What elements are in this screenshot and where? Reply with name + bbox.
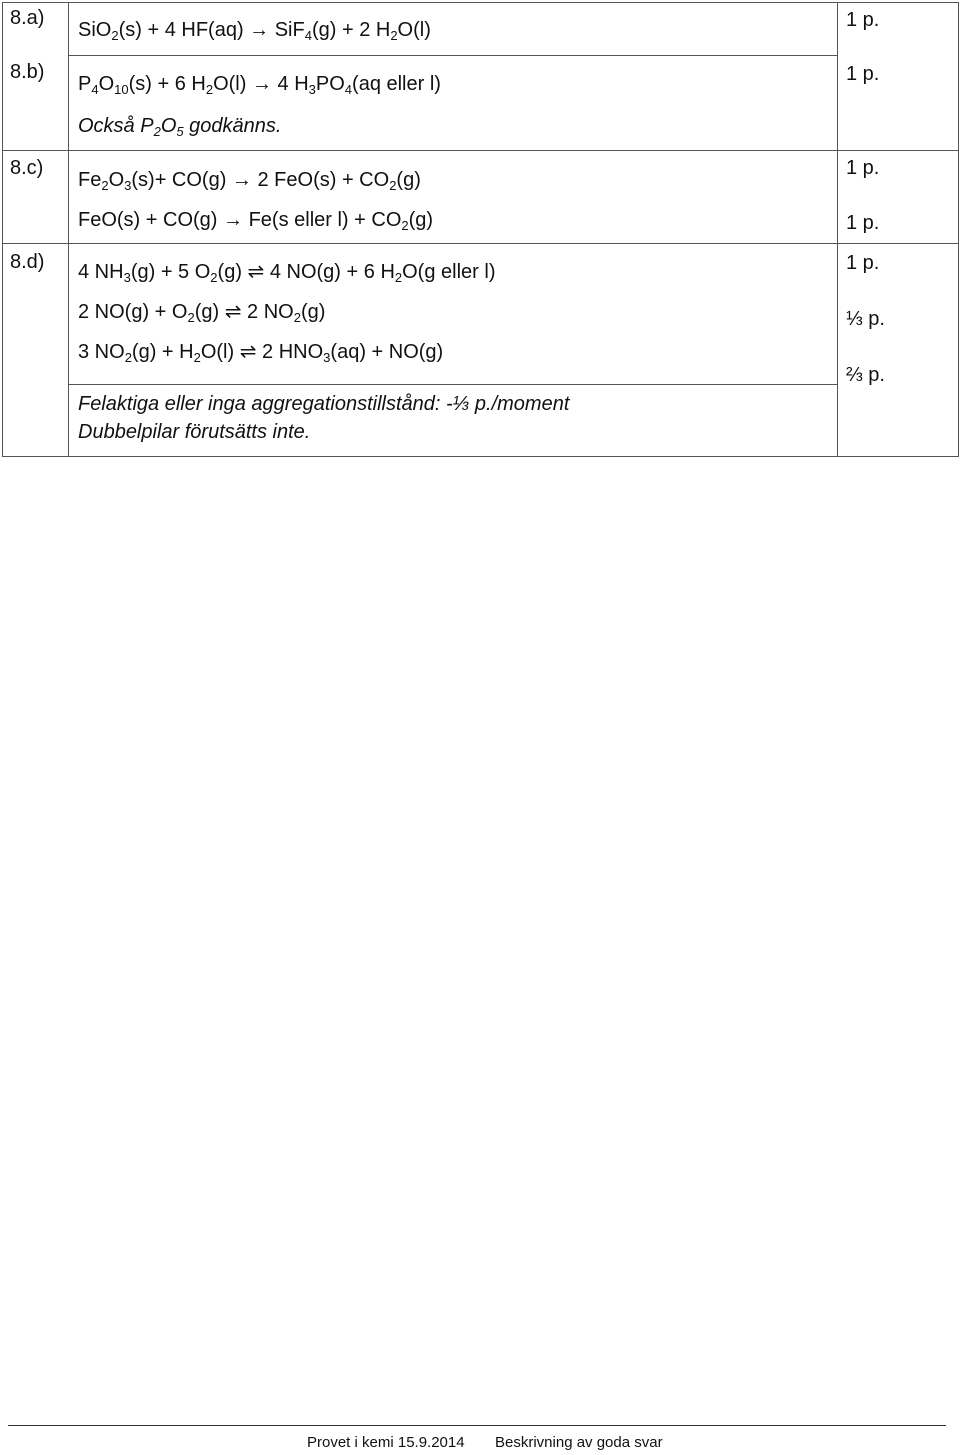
column-divider (837, 3, 838, 456)
note-8d-1: Felaktiga eller inga aggregationstillstånd: -⅓ p./moment (78, 393, 570, 415)
equation-8d-3: 3 $NO_2(g) + H_2O(l)$ ⇌ 2 $HNO_3(aq) + NO(g)$ (78, 341, 444, 365)
footer-rule (8, 1425, 946, 1426)
equation-8c-1: $Fe_2O_3(s)+ CO(g) \to 2$ $FeO(s) + CO_2(g)$ (78, 169, 421, 193)
points-8c-2: 1 p. (846, 212, 880, 234)
row-divider (3, 150, 958, 151)
points-8a: 1 p. (846, 9, 880, 31)
question-label-8b: 8.b) (10, 61, 45, 83)
row-divider (68, 384, 837, 385)
note-8d-2: Dubbelpilar förutsätts inte. (78, 421, 311, 443)
points-8d-1: 1 p. (846, 252, 880, 274)
column-divider (68, 3, 69, 456)
footer-exam-title: Provet i kemi 15.9.2014 (307, 1434, 465, 1451)
note-8b: Också $P_2O_5$ godkänns. (78, 115, 282, 139)
footer-doc-title: Beskrivning av goda svar (495, 1434, 663, 1451)
points-8c-1: 1 p. (846, 157, 880, 179)
row-divider (68, 55, 837, 56)
equation-8a: SiO$_2$(s) + 4 HF(aq) → SiF$_4$(g) + 2 $H_2O(l)$ (78, 19, 431, 43)
question-label-8d: 8.d) (10, 251, 45, 273)
question-label-8c: 8.c) (10, 157, 44, 179)
row-divider (3, 243, 958, 244)
equation-8c-2: FeO(s) + CO(g) → Fe(s eller $l) + CO_2(g)$ (78, 209, 434, 233)
equation-8d-1: 4 $NH_3(g) + 5$ $O_2(g)$ ⇌ 4 NO(g) + 6 $H_2O(g$ eller l) (78, 261, 496, 285)
points-8d-3: ⅔ p. (846, 364, 885, 386)
equation-8d-2: 2 $NO(g) + O_2(g)$ ⇌ 2 $NO_2(g)$ (78, 301, 326, 325)
equation-8b: $P_4O_{10}(s) + 6$ $H_2O(l) \to 4$ $H_3PO_4(aq$ eller l) (78, 73, 441, 97)
points-8b: 1 p. (846, 63, 880, 85)
question-label-8a: 8.a) (10, 7, 45, 29)
points-8d-2: ⅓ p. (846, 308, 885, 330)
